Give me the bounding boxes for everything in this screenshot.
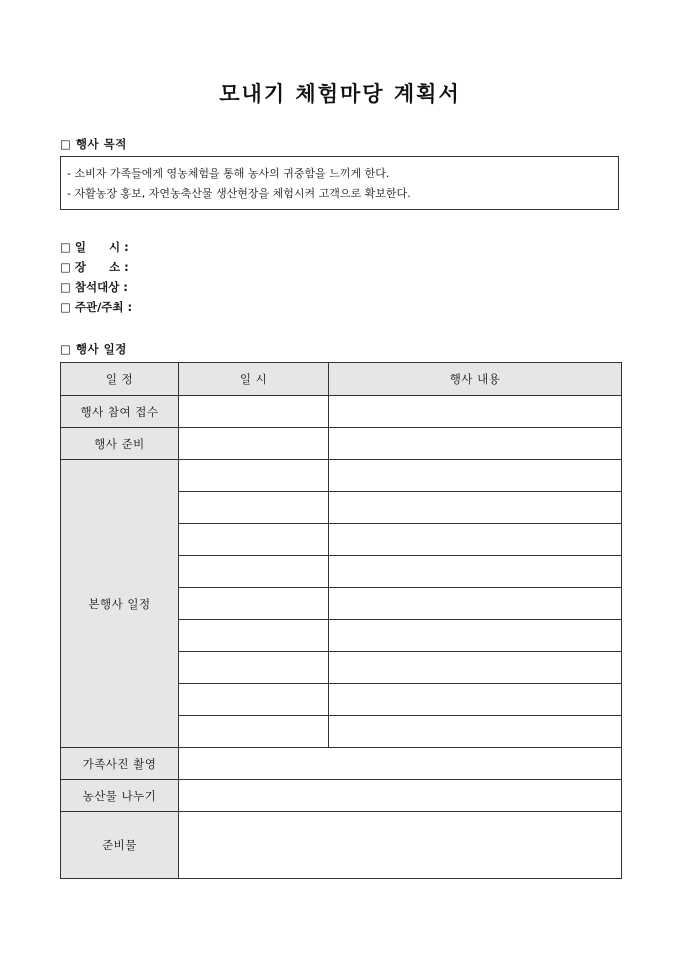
purpose-heading: □ 행사 목적 [60,137,127,151]
row-label-sharing: 농산물 나누기 [61,780,179,812]
col-header-content: 행사 내용 [329,363,622,396]
table-cell[interactable] [179,684,329,716]
table-cell[interactable] [329,684,622,716]
table-cell[interactable] [179,492,329,524]
row-label-family-photo: 가족사진 촬영 [61,748,179,780]
purpose-line: - 소비자 가족들에게 영농체험을 통해 농사의 귀중함을 느끼게 한다. [67,167,390,180]
table-cell[interactable] [179,812,622,879]
row-label-registration: 행사 참여 접수 [61,396,179,428]
date-label: □ 일 시 : [60,240,129,254]
table-cell[interactable] [329,716,622,748]
schedule-table [60,362,622,879]
col-header-schedule: 일 정 [61,363,179,396]
table-cell[interactable] [179,524,329,556]
table-cell[interactable] [179,428,329,460]
table-cell[interactable] [179,396,329,428]
table-cell[interactable] [179,556,329,588]
table-row [61,460,622,492]
table-row [61,780,622,812]
purpose-box [60,156,619,210]
table-row [61,428,622,460]
purpose-line: - 자활농장 홍보, 자연농축산물 생산현장을 체험시켜 고객으로 확보한다. [67,187,411,200]
schedule-heading: □ 행사 일정 [60,342,127,356]
table-cell[interactable] [179,588,329,620]
table-cell[interactable] [329,524,622,556]
row-label-preparation: 행사 준비 [61,428,179,460]
row-label-supplies: 준비물 [61,812,179,879]
table-row [61,748,622,780]
table-cell[interactable] [329,428,622,460]
col-header-datetime: 일 시 [179,363,329,396]
table-cell[interactable] [329,396,622,428]
table-cell[interactable] [179,460,329,492]
table-cell[interactable] [329,460,622,492]
table-cell[interactable] [179,780,622,812]
table-cell[interactable] [179,748,622,780]
table-cell[interactable] [329,492,622,524]
table-cell[interactable] [329,556,622,588]
table-cell[interactable] [179,652,329,684]
row-label-main-event: 본행사 일정 [61,460,179,748]
table-row [61,396,622,428]
attendees-label: □ 참석대상 : [60,280,128,294]
place-label: □ 장 소 : [60,260,129,274]
table-cell[interactable] [329,652,622,684]
table-cell[interactable] [179,716,329,748]
table-cell[interactable] [179,620,329,652]
table-row [61,812,622,879]
table-cell[interactable] [329,588,622,620]
table-cell[interactable] [329,620,622,652]
host-label: □ 주관/주최 : [60,300,133,314]
table-header-row [61,363,622,396]
document-title: 모내기 체험마당 계획서 [219,81,461,106]
